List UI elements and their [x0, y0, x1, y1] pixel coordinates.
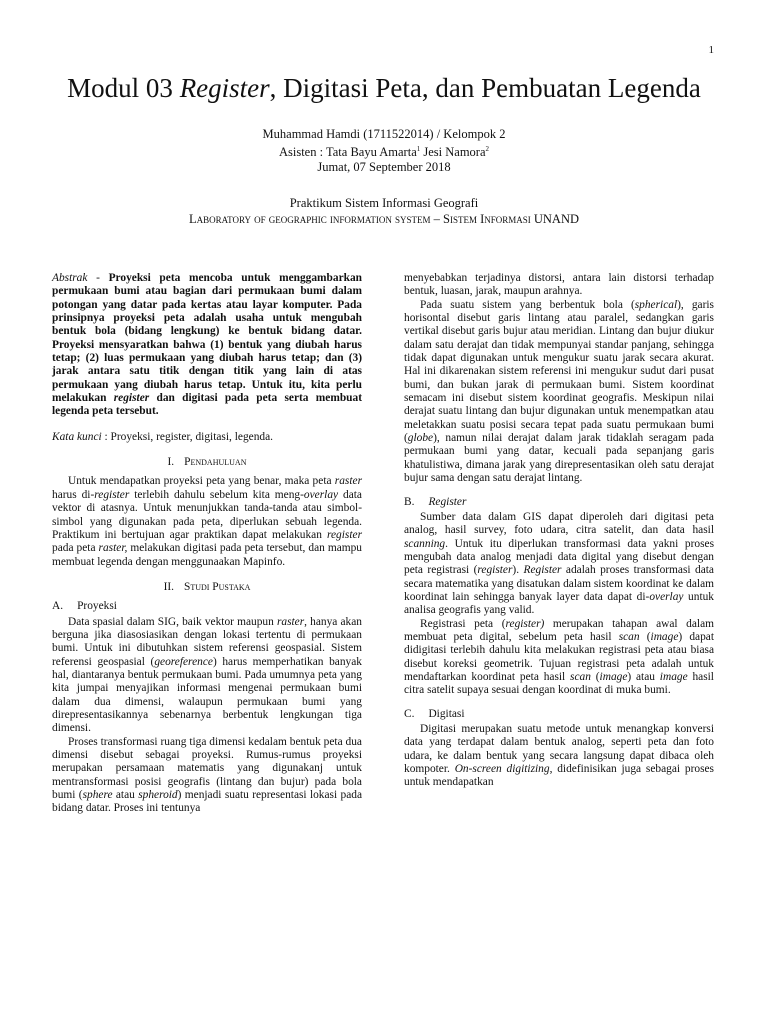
text: Sumber data dalam GIS dapat diperoleh dari digitasi peta analog, hasil survey, foto udara, citra satelit, dan data hasil [404, 510, 714, 537]
paragraph [404, 511, 714, 618]
dept-name: Sistem Informasi UNAND [443, 212, 580, 227]
subsection-title: Proyeksi [77, 600, 117, 613]
text: Digitasi merupakan suatu metode untuk menangkap konversi data yang terdapat dalam bentuk analog, seperti peta dan foto udara, ke dalam bentuk yang secara langsung dapat dibaca oleh kompoter. [404, 723, 714, 776]
abstract [52, 272, 362, 419]
paragraph [52, 736, 362, 816]
lab-line [52, 211, 716, 227]
section-title: Pendahuluan [184, 456, 247, 469]
text-italic: spheroid [138, 789, 178, 802]
text-italic: register [94, 488, 130, 501]
text-italic: register [477, 564, 513, 577]
subsection-heading [52, 600, 362, 613]
text: data vektor di atasnya. Untuk menunjukkan tanda-tanda atau simbol-simbol yang digunakan pada peta, diperlukan sebuah legenda. Praktikum ini bertujuan agar praktikan dapat melakukan [52, 488, 362, 541]
text: , hanya akan berguna jika diasosiasikan dengan lokasi tertentu di permukaan bumi. Untuk ini dibutuhkan sistem referensi geospasial. Sistem referensi geospasial ( [52, 615, 362, 668]
page-number: 1 [708, 44, 714, 56]
text-italic: globe [407, 432, 434, 445]
title-part: Modul 03 [67, 73, 180, 103]
affiliation-sup: 2 [485, 145, 490, 153]
text-italic: image [650, 630, 679, 643]
text: pada peta [52, 542, 99, 555]
section-number: II. [163, 580, 174, 593]
text-italic: scanning [404, 537, 446, 550]
lab-name: Laboratory of geographic information system [188, 212, 431, 227]
text-italic: image [599, 670, 628, 683]
text-italic: spherical [634, 298, 678, 311]
text: Proses transformasi ruang tiga dimensi kedalam bentuk peta dua dimensi disebut sebagai proyeksi. Rumus-rumus proyeksi merupakan persamaan matematis yang digunakanj untuk mentransformasi posisi geografis (lintang dan bujur) pada bola bumi ( [52, 735, 362, 802]
text: ) menjadi suatu representasi lokasi pada bidang datar. Proses ini tentunya [52, 789, 363, 815]
text-italic: scan [618, 630, 640, 643]
abstract-text: Proyeksi peta mencoba untuk menggambarkan permukaan bumi atau bagian dari permukaan bumi dalam potongan yang datar pada kertas atau layar komputer. Pada prinsipnya proyeksi peta adalah usaha untuk mengubah bentuk bola (bidang lengkung) ke bentuk bidang datar. Proyeksi mensyaratkan bahwa (1) bentuk yang diubah harus tetap; (2) luas permukaan yang diubah harus tetap; dan (3) jarak antara satu titik dengan titik yang lain di atas permukaan yang diubah harus tetap. Untuk itu, kita perlu melakukan [52, 272, 362, 405]
left-column [52, 272, 362, 816]
text: . Untuk itu diperlukan transformasi data yakni proses mengubah data analog menjadi data digital yang disebut dengan peta registrasi ( [404, 537, 714, 577]
text-italic: sphere [82, 789, 113, 802]
paragraph-continued: menyebabkan terjadinya distorsi, antara lain distorsi terhadap bentuk, luasan, jarak, maupun arahnya. [404, 272, 714, 298]
text-italic: georeference [154, 655, 213, 668]
subsection-letter: C. [404, 707, 415, 720]
keywords-text: : Proyeksi, register, digitasi, legenda. [101, 430, 273, 443]
subsection-title: Digitasi [428, 707, 465, 720]
text: hasil citra satelit supaya sesuai dengan koordinat di muka bumi. [404, 670, 714, 697]
abstract-text: dan digitasi pada peta serta membuat legenda peta tersebut. [52, 392, 362, 418]
affiliation-sup: 1 [416, 145, 421, 153]
subsection-heading [404, 708, 714, 721]
asisten-text: Jesi Namora [420, 145, 486, 160]
text: ), namun nilai derajat dalam jarak tidaklah seragam pada permukaan bumi yang datar, kecuali pada sepanjang garis khatulistiwa, dimana jarak yang direpresentasikan oleh satu derajat bujur sama dengan satu derajat lintang. [404, 432, 714, 485]
abstract-italic: register [113, 392, 150, 405]
keywords [52, 431, 362, 444]
text: ( [639, 630, 651, 643]
text: ), garis horisontal disebut garis lintang atau paralel, sedangkan garis vertikal disebut garis bujur atau meridian. Lintang dan bujur diukur dalam satu derajat dan tidak mempunyai standar panjang, sehingga tidak dapat digunakan untuk mengukur suatu jarak secara akurat. Hal ini dikarenakan sistem referensi ini mengukur sudut dari pusat bumi, dan bukan jarak di permukaan bumi. Sistem koordinat semacam ini disebut sistem koordinat geografis. Meskipun nilai derajat suatu lintang dan bujur digunakan untuk menempatkan atau meletakkan suatu posisi secara tepat pada suatu permukaan bumi ( [404, 298, 714, 445]
text: Data spasial dalam SIG, baik vektor maupun [68, 615, 277, 628]
lab-dash: – [430, 212, 443, 227]
section-heading [52, 456, 362, 469]
abstract-label: Abstrak - [52, 272, 100, 284]
text-italic: raster [276, 615, 305, 628]
text: Pada suatu sistem yang berbentuk bola ( [420, 298, 635, 311]
text: Untuk mendapatkan proyeksi peta yang benar, maka peta [68, 475, 335, 488]
text: ). [512, 564, 524, 577]
keywords-label: Kata kunci [52, 430, 102, 443]
text-italic: register) [505, 617, 545, 630]
author-block [52, 127, 716, 175]
paragraph [404, 723, 714, 790]
subsection-letter: B. [404, 495, 415, 508]
paragraph [52, 616, 362, 736]
text-italic: On-screen digitizing [454, 763, 550, 776]
asisten-text: Asisten : Tata Bayu Amarta [278, 145, 417, 160]
course-block [52, 195, 716, 227]
text-italic: Register [523, 564, 562, 577]
text: merupakan tahapan awal dalam membuat peta digital, sebelum peta hasil [404, 617, 714, 643]
paper-header [52, 72, 716, 227]
text: harus di- [52, 488, 95, 501]
title-italic: Register [179, 73, 270, 103]
text: terlebih dahulu sebelum kita meng- [129, 488, 304, 501]
paragraph [404, 299, 714, 486]
title-part: , Digitasi Peta, dan Pembuatan Legenda [269, 73, 701, 103]
text-italic: scan [570, 670, 591, 683]
section-number: I. [167, 456, 175, 469]
text-italic: overlay [649, 590, 684, 603]
text: ) atau [627, 670, 660, 683]
right-column [404, 272, 714, 790]
asisten-line [52, 142, 716, 160]
date-line: Jumat, 07 September 2018 [317, 160, 451, 175]
course-line: Praktikum Sistem Informasi Geografi [289, 196, 479, 211]
text-italic: image [659, 670, 688, 683]
text-italic: raster [334, 475, 362, 488]
subsection-heading [404, 496, 714, 509]
text-italic: overlay [303, 488, 339, 501]
text: ) harus memperhatikan banyak hal, diantaranya bentuk permukaan bumi. Pada umumnya peta yang kita jumpai menyajikan informasi mengenai permukaan bumi dalam dua dimensi, walaupun permukaan bumi yang direpresentasikannya sebenarnya berbentuk lengkungan tiga dimensi. [52, 655, 363, 735]
subsection-letter: A. [52, 600, 64, 613]
text-italic: raster, [98, 542, 128, 555]
text: ( [590, 670, 600, 683]
text: untuk analisa geografis yang valid. [404, 590, 715, 617]
paper-title [52, 72, 716, 105]
subsection-title: Register [428, 495, 467, 508]
text: adalah proses transformasi data secara matematika yang disatukan dalam sistem koordinat ke dalam koordinat lain sehingga banyak layer data dapat di- [404, 564, 714, 603]
author-line: Muhammad Hamdi (1711522014) / Kelompok 2 [262, 127, 506, 141]
section-title: Studi Pustaka [184, 580, 251, 593]
paragraph [404, 618, 714, 698]
section-heading [52, 581, 362, 594]
text: Registrasi peta ( [420, 617, 506, 630]
paragraph [52, 475, 362, 568]
text: ) dapat didigitasi terlebih dahulu kita melakukan registrasi peta atau biasa disebut koreksi geometrik. Tujuan registrasi peta adalah untuk mendaftarkan koordinat peta hasil [404, 630, 714, 683]
text: atau [112, 789, 139, 802]
text-italic: register [326, 528, 362, 541]
text: melakukan digitasi pada peta tersebut, dan mampu membuat legenda dengan menggunaakan Mapinfo. [52, 542, 363, 568]
text: , didefinisikan juga sebagai proses untuk mendapatkan [404, 763, 714, 789]
